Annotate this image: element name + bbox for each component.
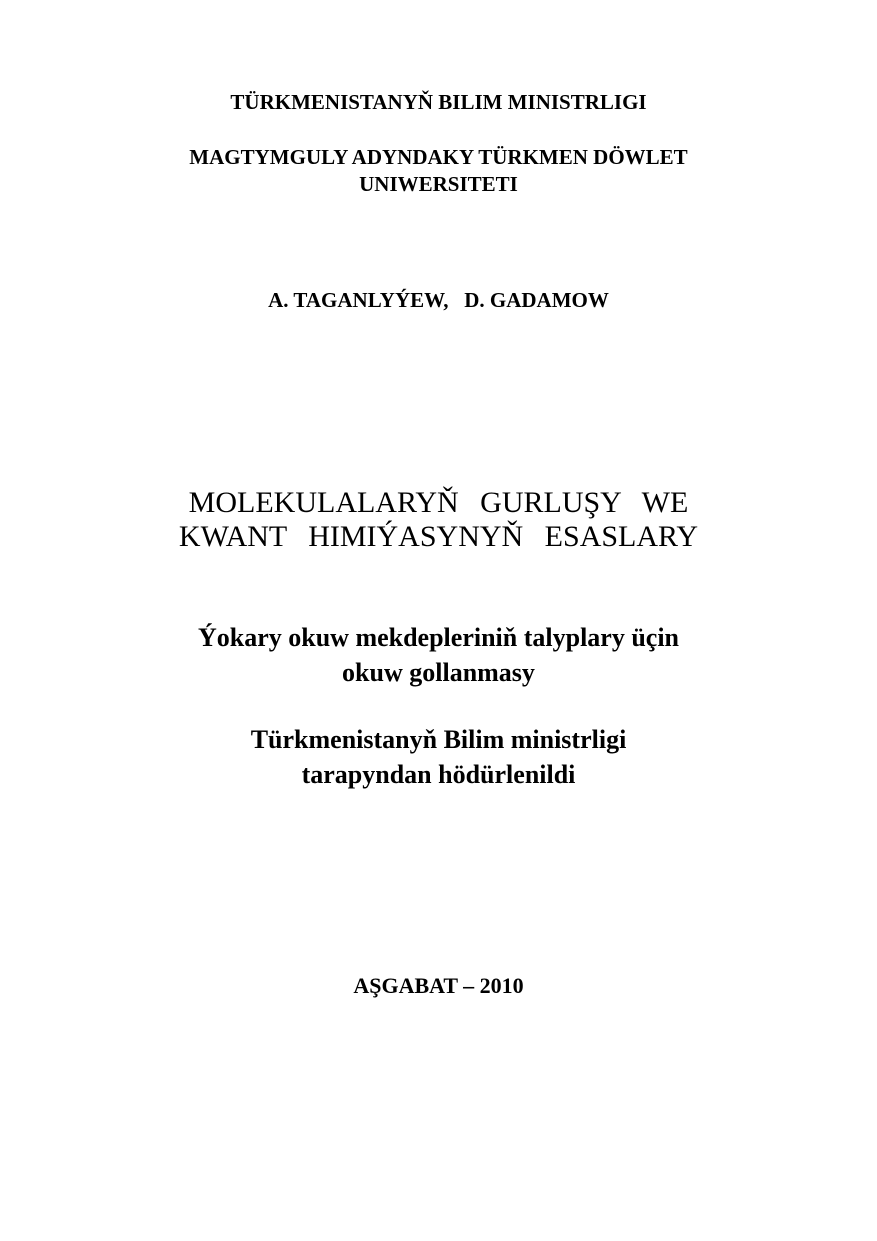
ministry-heading: TÜRKMENISTANYŇ BILIM MINISTRLIGI: [230, 90, 647, 114]
university-heading-line1: MAGTYMGULY ADYNDAKY TÜRKMEN DÖWLET: [189, 145, 688, 169]
authors-line: A. TAGANLYÝEW, D. GADAMOW: [268, 288, 609, 312]
approval-line1: Türkmenistanyň Bilim ministrligi: [250, 725, 627, 754]
book-title-line2: KWANT HIMIÝASYNYŇ ESASLARY: [178, 520, 699, 553]
imprint-city-year: AŞGABAT – 2010: [353, 973, 524, 998]
approval-line2: tarapyndan hödürlenildi: [301, 760, 576, 789]
subtitle-line1: Ýokary okuw mekdepleriniň talyplary üçin: [197, 623, 680, 652]
book-title-line1: MOLEKULALARYŇ GURLUŞY WE: [188, 486, 689, 519]
university-heading-line2: UNIWERSITETI: [359, 172, 518, 196]
subtitle-line2: okuw gollanmasy: [342, 658, 535, 687]
